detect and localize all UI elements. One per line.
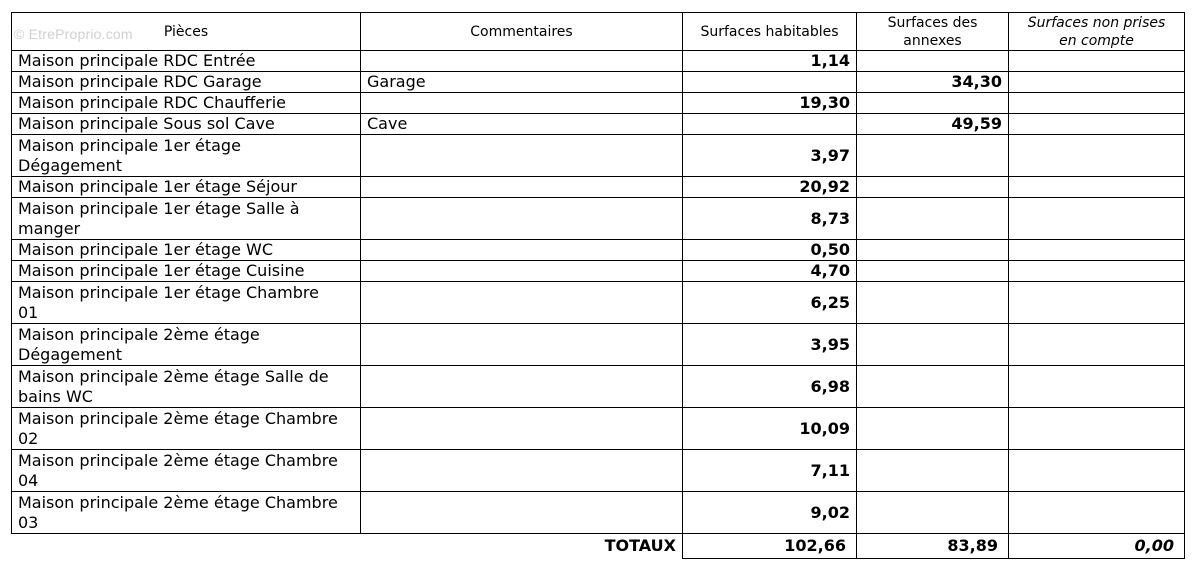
cell-commentaire [361,450,683,492]
table-row [12,408,1185,450]
table-row [12,261,1185,282]
header-non-prises-line2: en compte [1059,32,1134,49]
watermark: © EtreProprio.com [14,26,133,42]
piece-line1: Maison principale 2ème étage Chambre [18,492,338,512]
cell-commentaire [361,366,683,408]
cell-surface-annexe: 34,30 [857,72,1009,93]
totals-spacer [12,534,361,559]
cell-commentaire [361,408,683,450]
cell-surface-habitable: 7,11 [683,450,857,492]
cell-surface-habitable: 0,50 [683,240,857,261]
cell-commentaire [361,282,683,324]
cell-commentaire [361,93,683,114]
cell-surface-non-prise [1009,324,1185,366]
cell-surface-non-prise [1009,492,1185,534]
piece-line1: Maison principale RDC Chaufferie [18,93,286,112]
cell-surface-non-prise [1009,366,1185,408]
table-row [12,93,1185,114]
piece-line1: Maison principale 1er étage Cuisine [18,261,305,280]
piece-line1: Maison principale 2ème étage [18,324,260,344]
cell-piece [12,177,361,198]
table-row [12,240,1185,261]
cell-piece [12,450,361,492]
cell-surface-habitable: 3,97 [683,135,857,177]
table-row [12,198,1185,240]
piece-line2: 04 [18,470,39,490]
cell-surface-annexe [857,282,1009,324]
cell-piece [12,72,361,93]
totals-label: TOTAUX [604,536,676,556]
cell-surface-habitable [683,72,857,93]
table-row [12,366,1185,408]
cell-surface-annexe [857,366,1009,408]
table-row [12,51,1185,72]
cell-surface-annexe [857,198,1009,240]
cell-piece [12,492,361,534]
total-annexes: 83,89 [857,534,1009,559]
cell-surface-non-prise [1009,114,1185,135]
cell-piece [12,366,361,408]
piece-line1: Maison principale 2ème étage Chambre [18,450,338,470]
cell-surface-non-prise [1009,450,1185,492]
cell-commentaire [361,51,683,72]
cell-surface-annexe [857,240,1009,261]
cell-surface-non-prise [1009,93,1185,114]
table-row [12,282,1185,324]
cell-commentaire [361,261,683,282]
piece-line1: Maison principale Sous sol Cave [18,114,275,133]
cell-surface-habitable: 20,92 [683,177,857,198]
cell-commentaire [361,492,683,534]
piece-line1: Maison principale 2ème étage Chambre [18,408,338,428]
cell-surface-habitable: 3,95 [683,324,857,366]
cell-commentaire [361,198,683,240]
cell-piece [12,324,361,366]
cell-commentaire [361,240,683,261]
header-pieces: Pièces [12,13,361,51]
piece-line2: 03 [18,512,39,532]
piece-line2: bains WC [18,386,93,406]
cell-surface-habitable: 4,70 [683,261,857,282]
cell-surface-annexe [857,135,1009,177]
cell-surface-non-prise [1009,135,1185,177]
cell-surface-annexe [857,93,1009,114]
cell-surface-habitable: 1,14 [683,51,857,72]
cell-commentaire [361,177,683,198]
cell-piece [12,114,361,135]
cell-surface-habitable: 6,98 [683,366,857,408]
cell-surface-habitable: 6,25 [683,282,857,324]
cell-surface-habitable [683,114,857,135]
cell-surface-annexe [857,450,1009,492]
cell-piece [12,240,361,261]
piece-line1: Maison principale 1er étage Salle à [18,198,300,218]
cell-surface-non-prise [1009,72,1185,93]
cell-surface-annexe [857,324,1009,366]
cell-piece [12,261,361,282]
piece-line1: Maison principale RDC Entrée [18,51,256,70]
cell-surface-habitable: 8,73 [683,198,857,240]
table-row [12,450,1185,492]
cell-surface-annexe [857,408,1009,450]
totals-row [12,534,1185,559]
header-surfaces-annexes [857,13,1009,51]
header-non-prises-line1: Surfaces non prises [1027,14,1166,31]
header-annexes-line2: annexes [903,32,962,49]
cell-commentaire [361,135,683,177]
cell-commentaire: Garage [361,72,683,93]
header-commentaires: Commentaires [361,13,683,51]
header-row [12,13,1185,51]
table-row [12,492,1185,534]
cell-piece [12,51,361,72]
piece-line2: 02 [18,428,39,448]
piece-line1: Maison principale 1er étage Chambre [18,282,319,302]
header-surfaces-habitables: Surfaces habitables [683,13,857,51]
table-row [12,114,1185,135]
cell-surface-habitable: 9,02 [683,492,857,534]
table-row [12,72,1185,93]
cell-surface-annexe: 49,59 [857,114,1009,135]
piece-line1: Maison principale 2ème étage Salle de [18,366,329,386]
piece-line2: manger [18,218,81,238]
cell-surface-habitable: 19,30 [683,93,857,114]
cell-piece [12,93,361,114]
cell-commentaire [361,324,683,366]
cell-piece [12,408,361,450]
cell-surface-non-prise [1009,177,1185,198]
cell-surface-non-prise [1009,51,1185,72]
piece-line2: 01 [18,302,39,322]
cell-surface-non-prise [1009,261,1185,282]
piece-line1: Maison principale 1er étage [18,135,241,155]
header-annexes-line1: Surfaces des [887,14,978,31]
piece-line1: Maison principale 1er étage WC [18,240,273,259]
table-row [12,177,1185,198]
table-row [12,135,1185,177]
surfaces-table [11,12,1185,559]
table-body [12,51,1185,534]
piece-line1: Maison principale RDC Garage [18,72,262,91]
cell-surface-non-prise [1009,282,1185,324]
piece-line2: Dégagement [18,344,122,364]
piece-line1: Maison principale 1er étage Séjour [18,177,297,196]
total-habitables: 102,66 [683,534,857,559]
cell-surface-non-prise [1009,240,1185,261]
cell-surface-annexe [857,261,1009,282]
cell-surface-annexe [857,51,1009,72]
cell-commentaire: Cave [361,114,683,135]
cell-piece [12,198,361,240]
cell-surface-non-prise [1009,408,1185,450]
cell-surface-annexe [857,492,1009,534]
header-surfaces-non-prises [1009,13,1185,51]
total-non-prises: 0,00 [1009,534,1185,559]
piece-line2: Dégagement [18,155,122,175]
table-row [12,324,1185,366]
cell-surface-annexe [857,177,1009,198]
cell-surface-non-prise [1009,198,1185,240]
cell-surface-habitable: 10,09 [683,408,857,450]
cell-piece [12,282,361,324]
cell-piece [12,135,361,177]
